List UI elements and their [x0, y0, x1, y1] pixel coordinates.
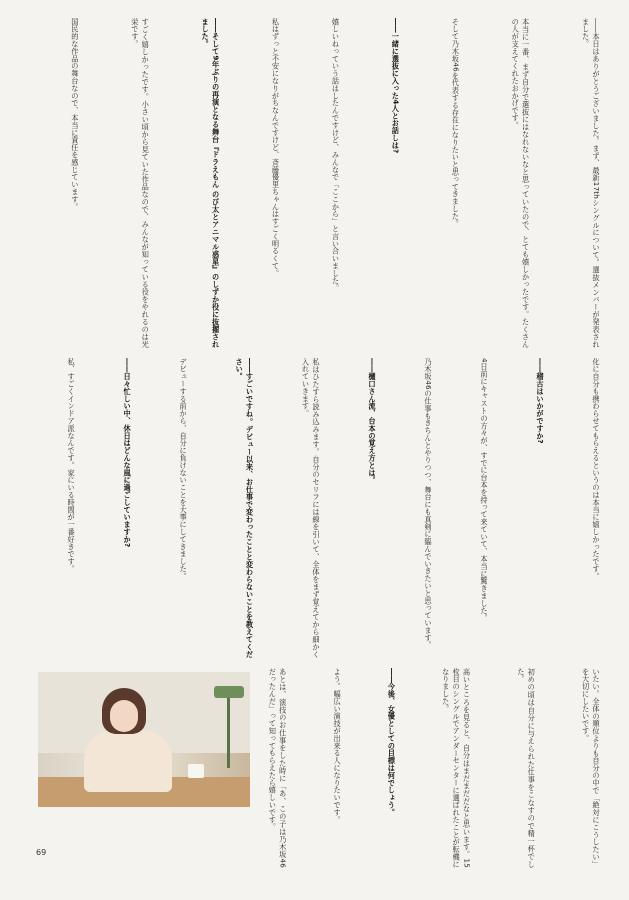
top-text-tier — [26, 18, 601, 348]
question-column: ――そして9年ぶりの再演となる舞台『ドラえもん のび太とアニマル惑星』のしずか役に抜擢されました。 — [201, 18, 221, 348]
person-body — [84, 730, 172, 792]
text-column: 化に自分も携わらせてもらえるというのは本当に嬉しかったです。 — [592, 358, 601, 580]
text-column: よう。幅広い演技が出来る人になりたいです。 — [333, 668, 343, 824]
text-column: デビューする前から、自分に負けないことを大事にしてきました。 — [179, 358, 189, 580]
text-column: ――本日はありがとうございました。まず、最新17thシングルについて。選抜メンバーが発表されました。 — [581, 18, 601, 348]
page-number: 69 — [36, 848, 47, 857]
text-column: あとは、演技のお仕事をした時に「あ、この子は乃木坂46だったんだ」って知ってもらえたら嬉しいです。 — [268, 668, 288, 868]
bottom-text-tier — [229, 668, 601, 868]
question-column: ――稽古はいかがですか? — [535, 358, 545, 444]
text-column: すごく嬉しかったです。小さい頃から見ていた作品なので、みんなが知っている役をやれるのは光栄です。 — [130, 18, 151, 348]
lamp-pole — [227, 698, 230, 768]
text-column: 国民的な作品の舞台なので、本当に責任を感じています。 — [70, 18, 80, 211]
text-column: そして乃木坂46を代表する存在になりたいと思ってきました。 — [451, 18, 461, 228]
text-column: 私はひたすら読み込みます。自分のセリフには線を引いて、全体をまず覚えてから細かく入れていきます。 — [301, 358, 321, 658]
text-column: 乃木坂46の仕事もきちんとやりつつ、舞台にも真剣に臨んでいきたいと思っています。 — [423, 358, 433, 649]
text-column: 私、すごくインドア派なんです。家にいる時間が一番好きです。 — [67, 358, 77, 573]
portrait-photo — [38, 672, 250, 807]
text-column: 4日前にキャストの方々が、すでに台本を持って来ていて、本当に驚きました。 — [479, 358, 489, 622]
question-column: ――今後、女優としての目標は何でしょう。 — [387, 668, 397, 816]
question-column: ――日々忙しい中、休日はどんな風に過ごしていますか? — [123, 358, 133, 548]
text-column: 高いところを見ると、自分はまだまだだなと思います。15枚目のシングルでアンダーセンターに選ばれたことが転機になりました。 — [441, 668, 472, 868]
question-column: ――樋口さん流、台本の覚え方とは。 — [367, 358, 377, 484]
text-column: 私はずっと不安になりがちなんですけど、斉藤優里ちゃんはすごく明るくて。 — [271, 18, 281, 277]
question-column: ――一緒に選抜に入った4人とお話しは? — [391, 18, 401, 154]
text-column: 嬉しいねっていう話はしたんですけど、みんなで「ここから」と言い合いました。 — [331, 18, 341, 292]
question-column: ――すごいですね。デビュー以来、お仕事で変わったことと変わらないことを教えてください。 — [235, 358, 255, 658]
middle-text-tier — [26, 358, 601, 658]
text-column: いたい。全体の順位よりも自分の中で「絶対にこうしたい」を大切にしたいです。 — [581, 668, 601, 868]
text-column: 本当に一番、まず自分で選抜にはなれないなと思っていたので、とても嬉しかったです。たくさんの人が支えてくれたおかげです。 — [511, 18, 531, 348]
text-column: 初めの頃は自分に与えられた仕事をこなすので精一杯でした。 — [516, 668, 537, 868]
person-face — [110, 700, 138, 732]
lamp-shade — [214, 686, 244, 698]
cup — [188, 764, 204, 778]
